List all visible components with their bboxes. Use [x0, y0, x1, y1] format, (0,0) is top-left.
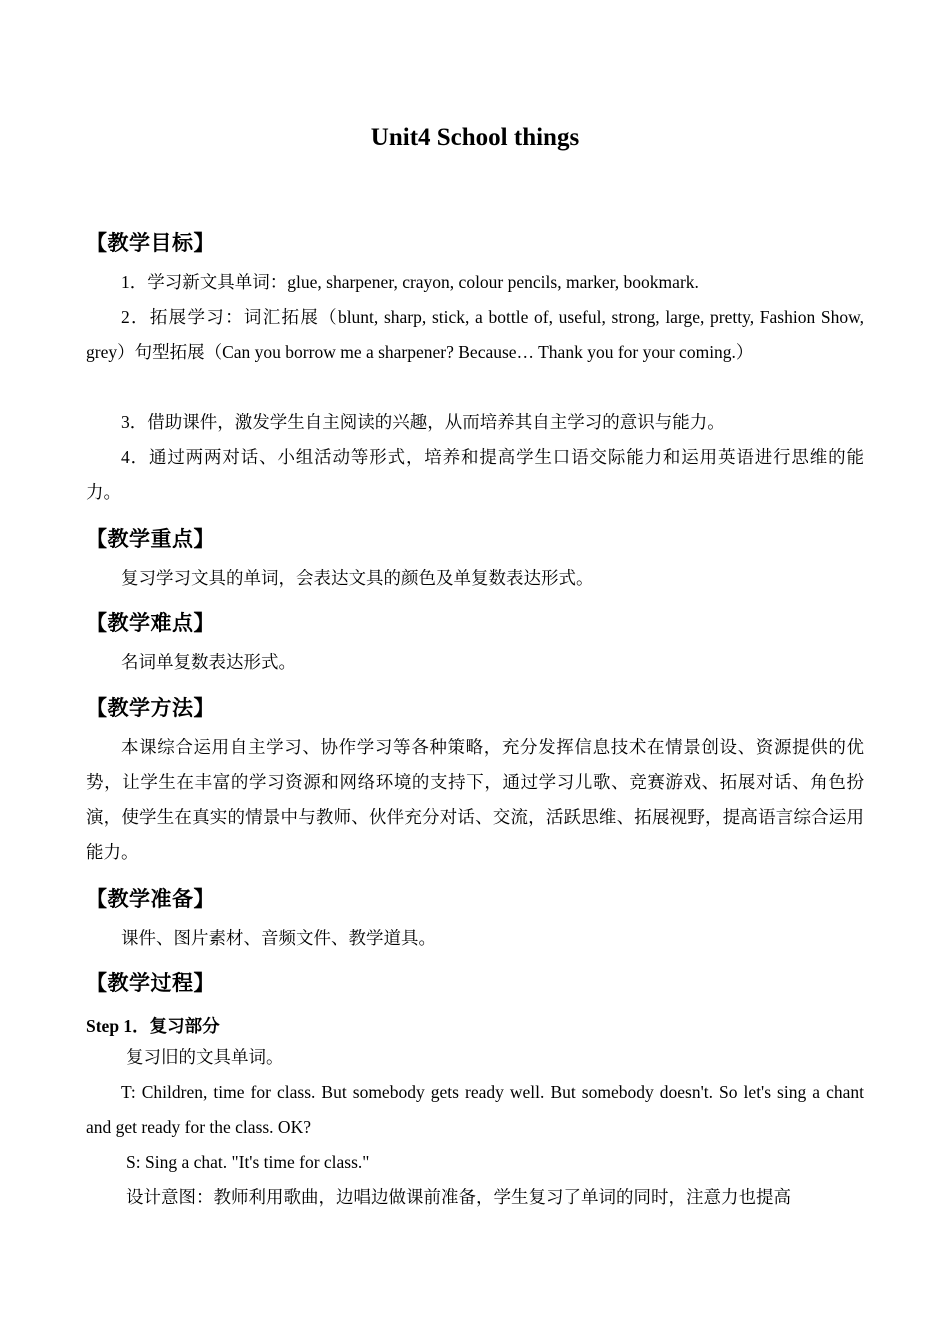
- heading-process: 【教学过程】: [86, 971, 215, 995]
- keypoints-text: 复习学习文具的单词，会表达文具的颜色及单复数表达形式。: [121, 568, 594, 588]
- heading-preparation: 【教学准备】: [86, 887, 215, 911]
- heading-keypoints: 【教学重点】: [86, 527, 215, 551]
- methods-text: 本课综合运用自主学习、协作学习等各种策略，充分发挥信息技术在情景创设、资源提供的优势，让学生在丰富的学习资源和网络环境的支持下，通过学习儿歌、竞赛游戏、拓展对话、角色扮演，使学生在真实的情景中与教师、伙伴充分对话、交流，活跃思维、拓展视野，提高语言综合运用能力。: [86, 737, 864, 862]
- objective-item-4: 4．通过两两对话、小组活动等形式，培养和提高学生口语交际能力和运用英语进行思维的能力。: [86, 447, 864, 502]
- heading-methods: 【教学方法】: [86, 696, 215, 720]
- heading-difficulties: 【教学难点】: [86, 611, 215, 635]
- process-line-3: S: Sing a chat. "It's time for class.": [126, 1152, 370, 1172]
- objective-item-3: 3．借助课件，激发学生自主阅读的兴趣，从而培养其自主学习的意识与能力。: [121, 412, 725, 432]
- process-line-4: 设计意图：教师利用歌曲，边唱边做课前准备，学生复习了单词的同时，注意力也提高: [126, 1187, 791, 1207]
- document-title: Unit4 School things: [370, 124, 580, 151]
- heading-objectives: 【教学目标】: [86, 231, 215, 255]
- process-line-2: T: Children, time for class. But somebody gets ready well. But somebody doesn't. So let's sing a chant and get ready for the class. OK?: [86, 1082, 864, 1137]
- preparation-text: 课件、图片素材、音频文件、教学道具。: [121, 928, 436, 948]
- step1-title: Step 1．复习部分: [86, 1016, 220, 1036]
- objective-item-1: 1．学习新文具单词：glue, sharpener, crayon, colour pencils, marker, bookmark.: [121, 272, 699, 292]
- process-line-1: 复习旧的文具单词。: [126, 1047, 284, 1067]
- objective-item-2: 2．拓展学习：词汇拓展（blunt, sharp, stick, a bottle of, useful, strong, large, pretty, Fashion Show, grey）句型拓展（Can you borrow me a sharpener? Because… Thank you for your coming.）: [86, 307, 864, 362]
- difficulties-text: 名词单复数表达形式。: [121, 652, 296, 672]
